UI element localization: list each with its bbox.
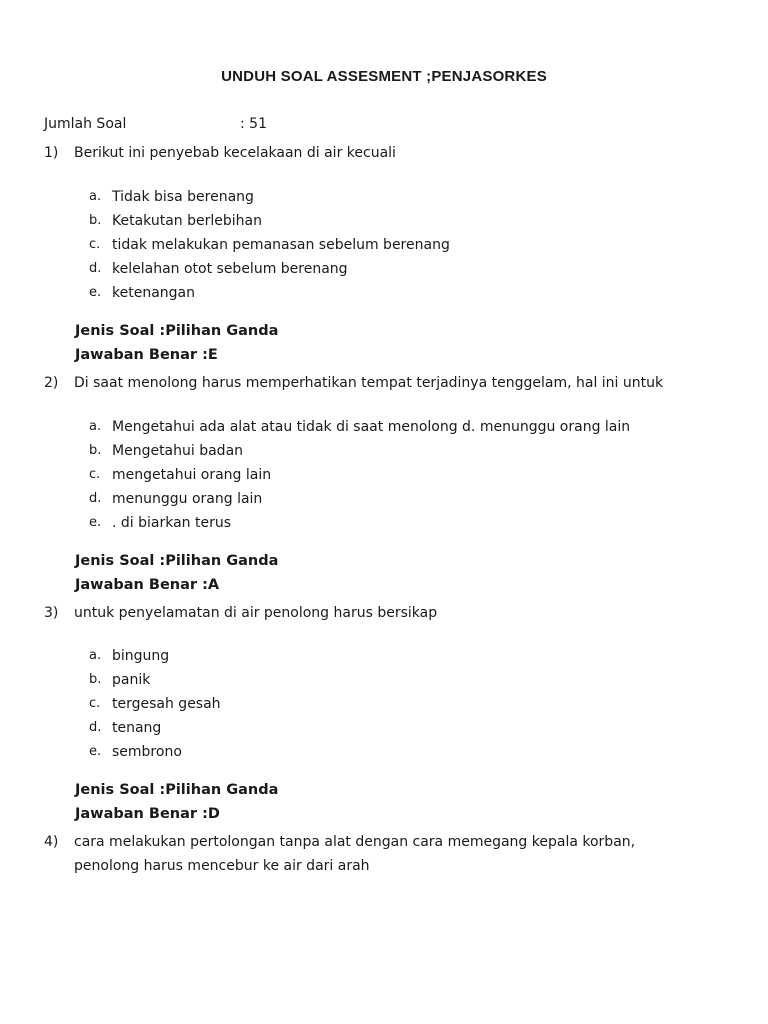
option-letter: e. [89,285,102,300]
option-text: bingung [112,648,170,664]
question-type: Jenis Soal :Pilihan Ganda [75,323,279,339]
option-text: . di biarkan terus [112,515,232,531]
option-letter: a. [89,648,102,663]
option-text: Ketakutan berlebihan [112,213,262,229]
option-letter: c. [89,237,101,252]
option-letter: b. [89,672,102,687]
option-text: tenang [112,720,162,736]
question-text-line: cara melakukan pertolongan tanpa alat dengan cara memegang kepala korban, [74,834,636,850]
question-number: 3) [44,605,59,621]
option-text: tergesah gesah [112,696,221,712]
option-text: tidak melakukan pemanasan sebelum berenang [112,237,450,253]
option-text: kelelahan otot sebelum berenang [112,261,348,277]
option-letter: c. [89,467,101,482]
option-letter: d. [89,491,102,506]
question-text-line: penolong harus mencebur ke air dari arah [74,858,370,874]
correct-answer: Jawaban Benar :E [75,347,218,363]
question-count [44,116,267,132]
option-letter: e. [89,515,102,530]
option-letter: b. [89,213,102,228]
question-count-label: Jumlah Soal [44,116,127,132]
option-text: Mengetahui ada alat atau tidak di saat menolong d. menunggu orang lain [112,419,631,435]
document-title: UNDUH SOAL ASSESMENT ;PENJASORKES [221,68,547,85]
option-letter: a. [89,419,102,434]
option-letter: a. [89,189,102,204]
option-letter: d. [89,720,102,735]
question-text: Di saat menolong harus memperhatikan tempat terjadinya tenggelam, hal ini untuk [74,375,664,391]
option-text: panik [112,672,151,688]
question-type: Jenis Soal :Pilihan Ganda [75,782,279,798]
question-number: 2) [44,375,59,391]
question-text: untuk penyelamatan di air penolong harus bersikap [74,605,438,621]
correct-answer: Jawaban Benar :A [75,577,220,593]
option-text: sembrono [112,744,182,760]
question-text [74,830,724,878]
option-letter: d. [89,261,102,276]
question-text: Berikut ini penyebab kecelakaan di air kecuali [74,145,396,161]
option-letter: e. [89,744,102,759]
option-text: Tidak bisa berenang [112,189,254,205]
option-letter: b. [89,443,102,458]
question-count-value: : 51 [240,116,267,132]
question-type: Jenis Soal :Pilihan Ganda [75,553,279,569]
option-text: mengetahui orang lain [112,467,272,483]
question-number: 4) [44,834,59,850]
option-text: ketenangan [112,285,195,301]
option-letter: c. [89,696,101,711]
question-number: 1) [44,145,59,161]
correct-answer: Jawaban Benar :D [75,806,220,822]
option-text: menunggu orang lain [112,491,263,507]
option-text: Mengetahui badan [112,443,244,459]
